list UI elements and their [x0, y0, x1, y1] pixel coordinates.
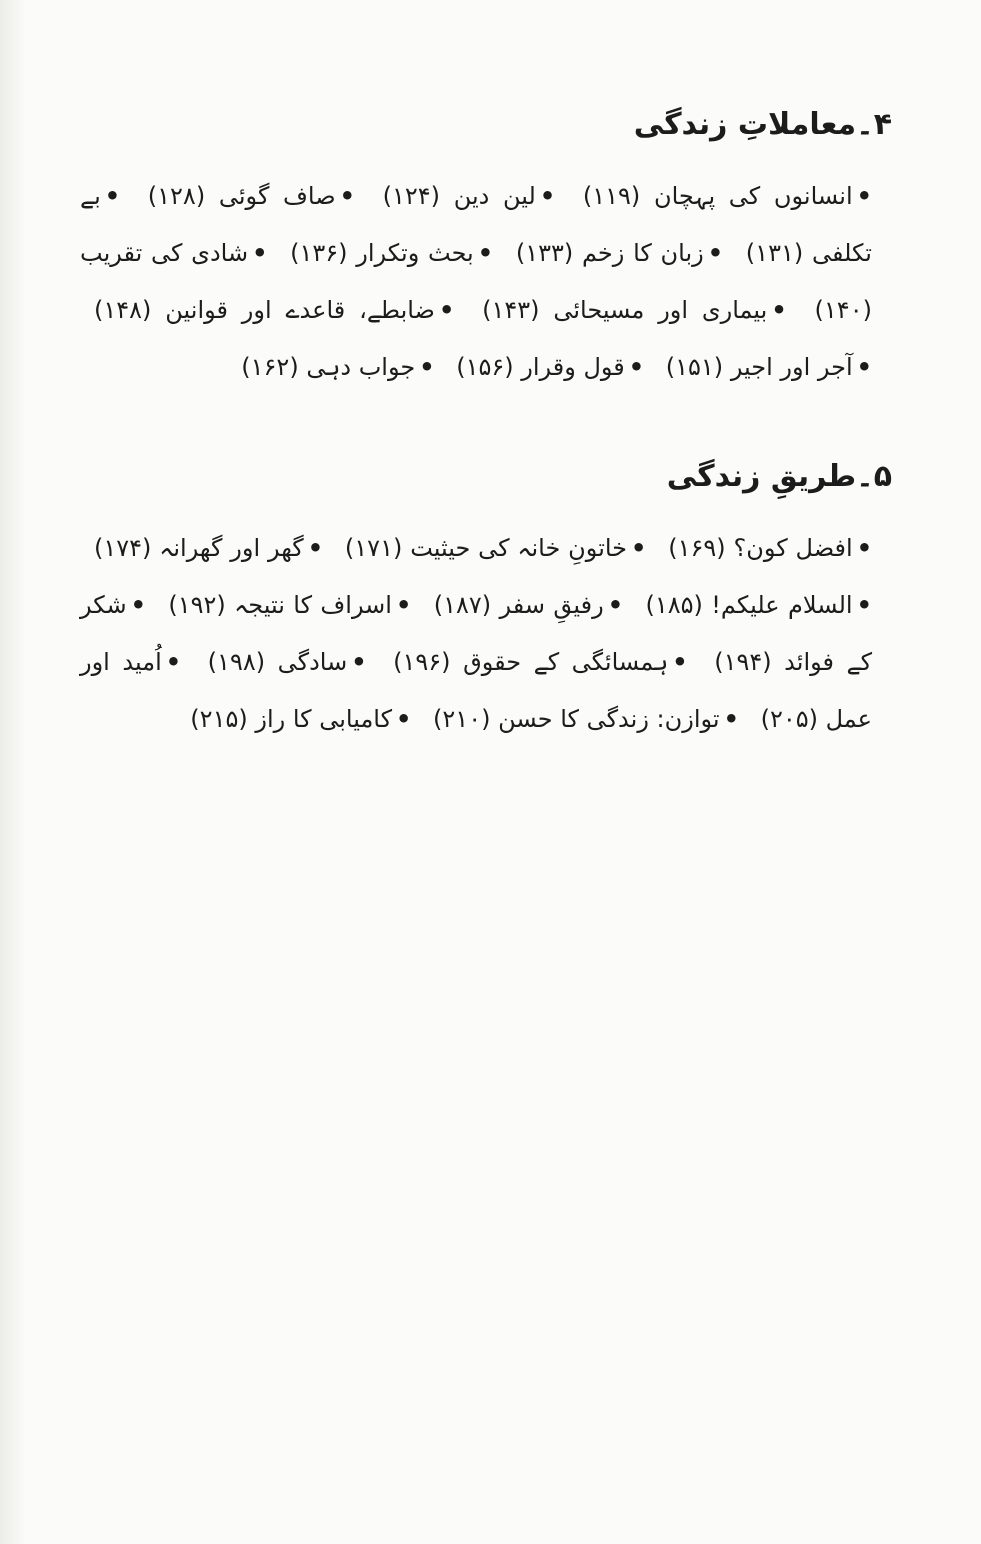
entry-page-number: (۱۴۸) — [94, 296, 152, 324]
bullet-icon: • — [477, 239, 494, 267]
entry-page-number: (۱۴۳) — [482, 296, 540, 324]
bullet-icon: • — [707, 239, 724, 267]
entry-title: آجر اور اجیر — [730, 353, 853, 381]
entry-page-number: (۱۹۸) — [207, 648, 266, 676]
entry-title: رفیقِ سفر — [499, 591, 604, 619]
section-4 — [80, 100, 892, 396]
bullet-icon: • — [104, 182, 121, 210]
bullet-icon: • — [351, 648, 367, 676]
bullet-icon: • — [607, 591, 624, 619]
entry-title: گھر اور گھرانہ — [159, 534, 304, 562]
bullet-icon: • — [419, 353, 435, 381]
entry-page-number: (۱۱۹) — [582, 182, 641, 210]
entry-title: بحث وتکرار — [356, 239, 474, 267]
entry-title: خاتونِ خانہ کی حیثیت — [410, 534, 628, 562]
bullet-icon: • — [856, 353, 872, 381]
entry-title: جواب دہی — [306, 353, 416, 381]
toc-entry — [482, 296, 787, 324]
toc-entry — [168, 591, 411, 619]
toc-entry — [94, 296, 454, 324]
entry-page-number: (۱۸۵) — [645, 591, 703, 619]
bullet-icon: • — [307, 534, 324, 562]
entry-title: کامیابی کا راز — [255, 705, 393, 733]
entry-title: شکر کے فوائد — [80, 591, 873, 676]
section-heading: ۵۔طریقِ زندگی — [666, 459, 892, 494]
entry-title: شادی کی تقریب — [80, 239, 249, 267]
entry-page-number: (۱۵۱) — [665, 353, 724, 381]
toc-entry — [516, 239, 723, 267]
bullet-icon: • — [631, 534, 647, 562]
entry-list — [80, 520, 892, 748]
entry-title: السلام علیکم! — [711, 591, 853, 619]
toc-entry — [241, 353, 434, 381]
toc-entry — [148, 182, 355, 210]
entry-page-number: (۲۱۰) — [433, 705, 491, 733]
bullet-icon: • — [856, 534, 873, 562]
entry-list — [80, 168, 892, 396]
bullet-icon: • — [856, 591, 872, 619]
toc-entry — [645, 591, 871, 619]
entry-title: زبان کا زخم — [581, 239, 704, 267]
entry-page-number: (۱۲۸) — [147, 182, 206, 210]
bullet-icon: • — [396, 705, 412, 733]
entry-page-number: (۱۶۹) — [668, 534, 726, 562]
entry-page-number: (۱۹۶) — [393, 648, 451, 676]
entry-title: ہمسائگی کے حقوق — [463, 648, 669, 676]
toc-entry — [290, 239, 493, 267]
bullet-icon: • — [339, 182, 355, 210]
entry-title: لین دین — [453, 182, 536, 210]
entry-title: سادگی — [277, 648, 348, 676]
toc-entry — [190, 705, 411, 733]
book-page — [80, 0, 892, 1544]
bullet-icon: • — [438, 296, 455, 324]
entry-title: صاف گوئی — [218, 182, 336, 210]
page-edge-shadow — [0, 0, 26, 1544]
entry-page-number: (۲۰۵) — [760, 705, 818, 733]
bullet-icon: • — [130, 591, 146, 619]
entry-title: قول وقرار — [521, 353, 625, 381]
toc-entry — [345, 534, 646, 562]
bullet-icon: • — [628, 353, 645, 381]
entry-title: توازن: زندگی کا حسن — [498, 705, 720, 733]
toc-entry — [666, 353, 872, 381]
entry-title: اسراف کا نتیجہ — [234, 591, 392, 619]
entry-title: بیماری اور مسیحائی — [553, 296, 768, 324]
entry-page-number: (۱۳۱) — [745, 239, 804, 267]
entry-page-number: (۱۳۳) — [515, 239, 574, 267]
bullet-icon: • — [856, 182, 872, 210]
entry-page-number: (۱۳۶) — [290, 239, 348, 267]
entry-title: افضل کون؟ — [733, 534, 853, 562]
section-5 — [80, 452, 892, 748]
entry-title: اُمید اور عمل — [80, 648, 872, 733]
toc-entry — [668, 534, 872, 562]
bullet-icon: • — [165, 648, 182, 676]
entry-page-number: (۱۸۷) — [433, 591, 492, 619]
bullet-icon: • — [672, 648, 688, 676]
toc-entry — [434, 591, 623, 619]
toc-entry — [94, 534, 323, 562]
entry-title: ضابطے، قاعدے اور قوانین — [165, 296, 435, 324]
toc-entry — [393, 648, 688, 676]
toc-entry — [583, 182, 872, 210]
toc-entry — [433, 705, 739, 733]
bullet-icon: • — [395, 591, 412, 619]
bullet-icon: • — [252, 239, 268, 267]
entry-page-number: (۱۶۲) — [241, 353, 299, 381]
entry-title: انسانوں کی پہچان — [653, 182, 853, 210]
entry-page-number: (۱۴۰) — [814, 296, 872, 324]
entry-page-number: (۲۱۵) — [190, 705, 248, 733]
toc-entry — [383, 182, 556, 210]
section-heading: ۴۔معاملاتِ زندگی — [633, 107, 892, 142]
entry-title: بے تکلفی — [80, 182, 872, 267]
bullet-icon: • — [771, 296, 787, 324]
toc-entry — [208, 648, 367, 676]
entry-page-number: (۱۵۶) — [456, 353, 514, 381]
entry-page-number: (۱۷۴) — [94, 534, 152, 562]
entry-page-number: (۱۷۱) — [344, 534, 403, 562]
entry-page-number: (۱۹۲) — [168, 591, 226, 619]
bullet-icon: • — [723, 705, 739, 733]
bullet-icon: • — [539, 182, 556, 210]
entry-page-number: (۱۹۴) — [714, 648, 772, 676]
toc-entry — [456, 353, 644, 381]
entry-page-number: (۱۲۴) — [382, 182, 441, 210]
